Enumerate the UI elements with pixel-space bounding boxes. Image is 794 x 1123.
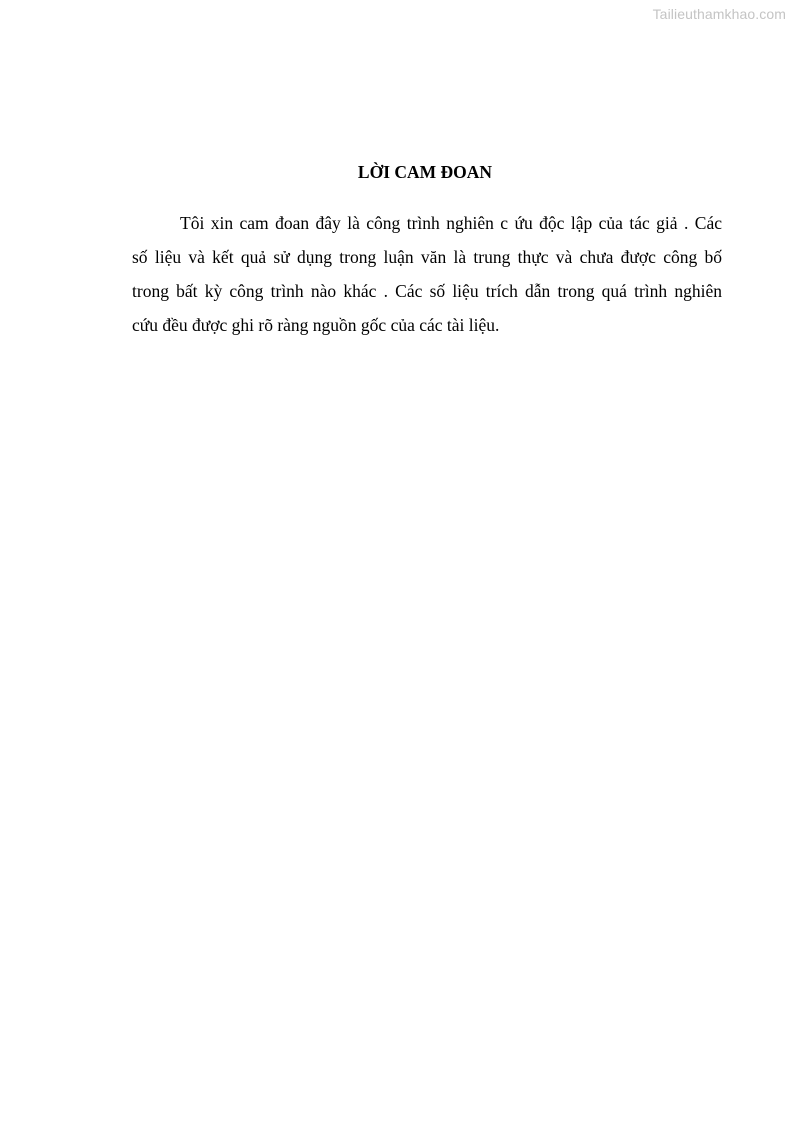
declaration-paragraph <box>132 206 722 342</box>
paragraph-line: trong bất kỳ công trình nào khác . Các số liệu trích dẫn trong quá trình nghiên <box>132 281 722 301</box>
page-title: LỜI CAM ĐOAN <box>357 162 493 182</box>
paragraph-line: Tôi xin cam đoan đây là công trình nghiên c ứu độc lập của tác giả . Các <box>180 213 722 233</box>
paragraph-line: cứu đều được ghi rõ ràng nguồn gốc của các tài liệu. <box>132 315 500 335</box>
watermark-text: Tailieuthamkhao.com <box>652 6 786 22</box>
paragraph-line: số liệu và kết quả sử dụng trong luận văn là trung thực và chưa được công bố <box>132 247 722 267</box>
